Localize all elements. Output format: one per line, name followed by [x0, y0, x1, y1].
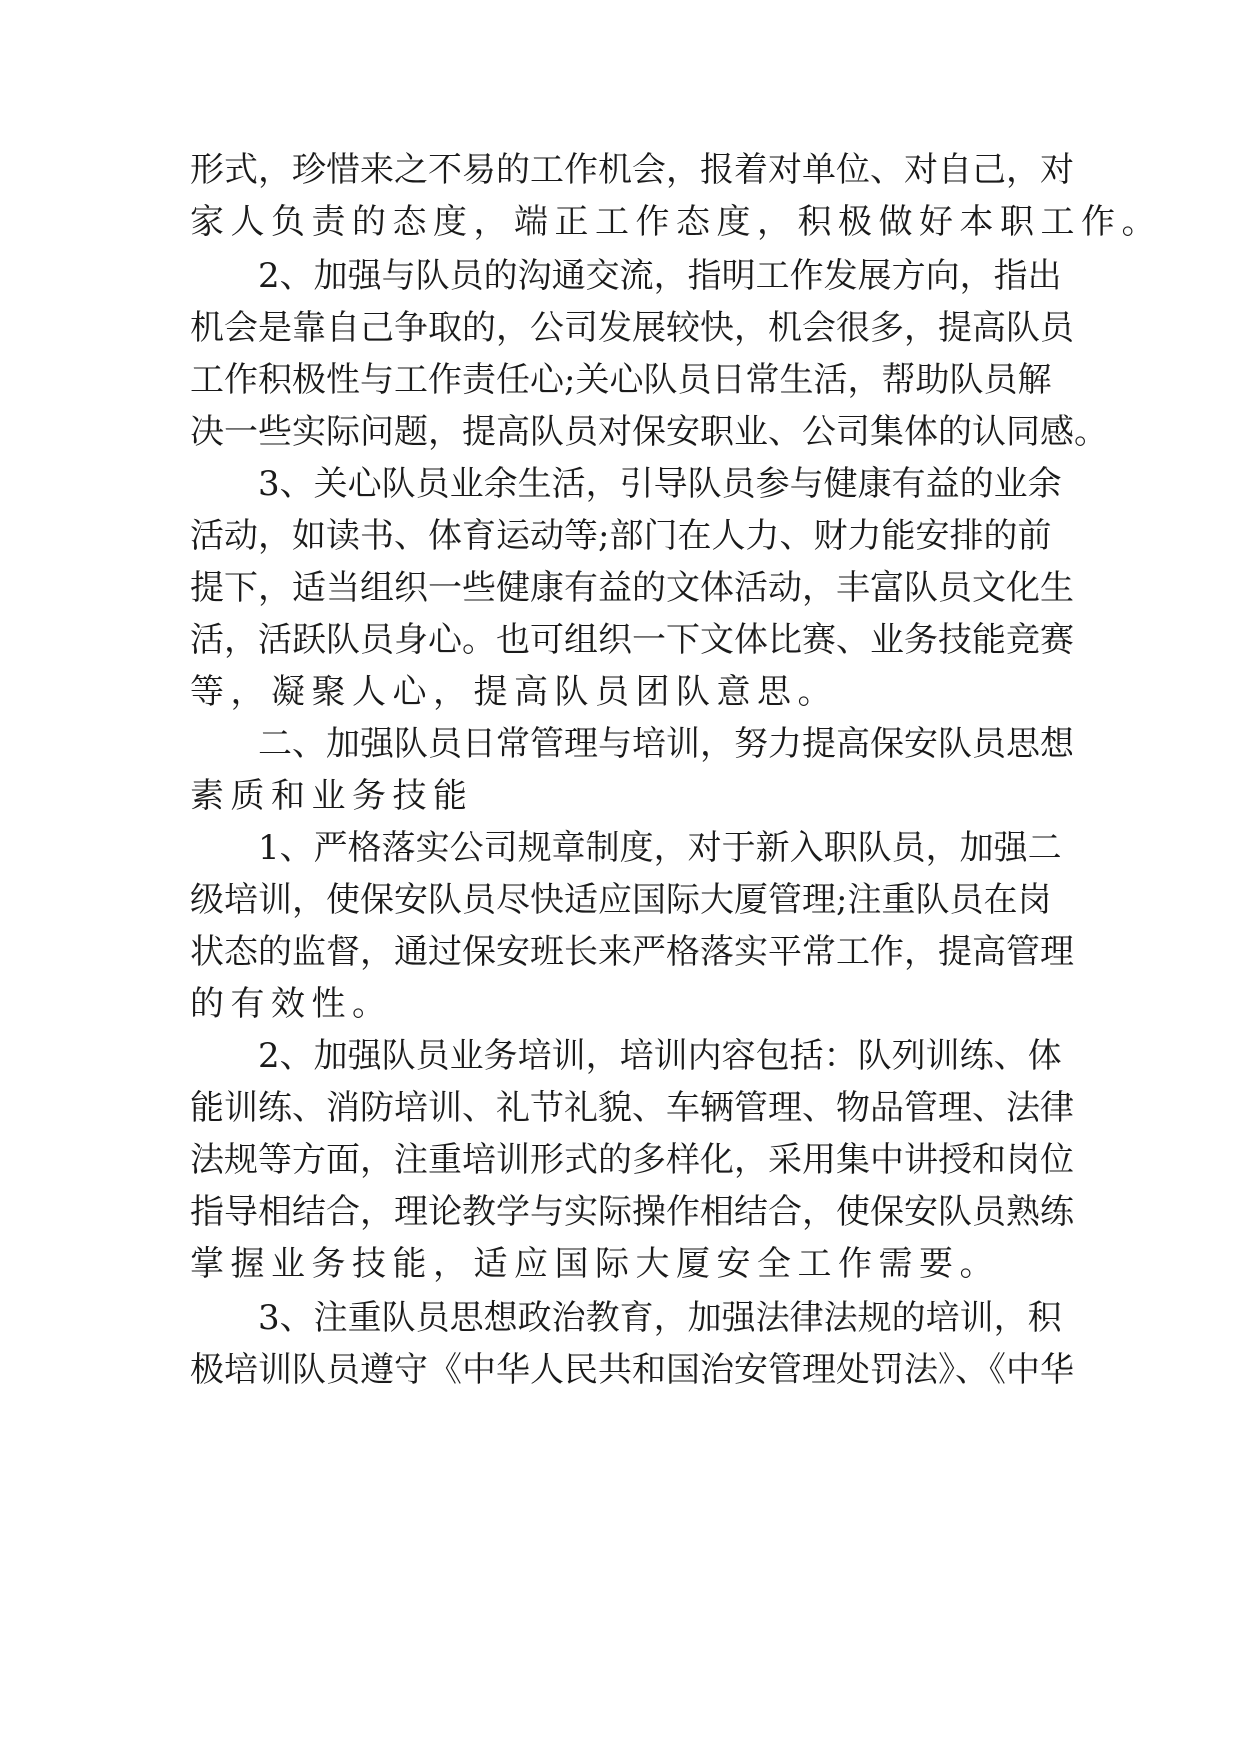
text-line: 提下，适当组织一些健康有益的文体活动，丰富队员文化生 [190, 568, 1074, 608]
text-line: 1、严格落实公司规章制度，对于新入职队员，加强二 [258, 828, 1062, 868]
text-line: 指导相结合，理论教学与实际操作相结合，使保安队员熟练 [190, 1192, 1074, 1232]
text-line: 形式，珍惜来之不易的工作机会，报着对单位、对自己，对 [190, 150, 1074, 190]
text-line: 的有效性。 [190, 984, 393, 1024]
text-line: 工作积极性与工作责任心;关心队员日常生活，帮助队员解 [190, 360, 1052, 400]
text-line: 掌握业务技能，适应国际大厦安全工作需要。 [190, 1244, 1000, 1284]
text-line: 决一些实际问题，提高队员对保安职业、公司集体的认同感。 [190, 412, 1108, 452]
text-line: 活，活跃队员身心。也可组织一下文体比赛、业务技能竞赛 [190, 620, 1074, 660]
section-heading-line: 素质和业务技能 [190, 776, 474, 816]
text-line: 机会是靠自己争取的，公司发展较快，机会很多，提高队员 [190, 308, 1074, 348]
text-line: 状态的监督，通过保安班长来严格落实平常工作，提高管理 [190, 932, 1074, 972]
text-line: 2、加强与队员的沟通交流，指明工作发展方向，指出 [258, 256, 1062, 296]
text-line: 活动，如读书、体育运动等;部门在人力、财力能安排的前 [190, 516, 1052, 556]
text-line: 法规等方面，注重培训形式的多样化，采用集中讲授和岗位 [190, 1140, 1074, 1180]
text-line: 能训练、消防培训、礼节礼貌、车辆管理、物品管理、法律 [190, 1088, 1074, 1128]
text-line: 3、注重队员思想政治教育，加强法律法规的培训，积 [258, 1298, 1062, 1338]
text-line: 极培训队员遵守《中华人民共和国治安管理处罚法》、《中华 [190, 1350, 1074, 1390]
text-line: 2、加强队员业务培训，培训内容包括：队列训练、体 [258, 1036, 1062, 1076]
text-line: 3、关心队员业余生活，引导队员参与健康有益的业余 [258, 464, 1062, 504]
text-line: 级培训，使保安队员尽快适应国际大厦管理;注重队员在岗 [190, 880, 1052, 920]
text-line: 家人负责的态度，端正工作态度，积极做好本职工作。 [190, 202, 1162, 242]
text-line: 等，凝聚人心，提高队员团队意思。 [190, 672, 838, 712]
section-heading-line: 二、加强队员日常管理与培训，努力提高保安队员思想 [258, 724, 1074, 764]
